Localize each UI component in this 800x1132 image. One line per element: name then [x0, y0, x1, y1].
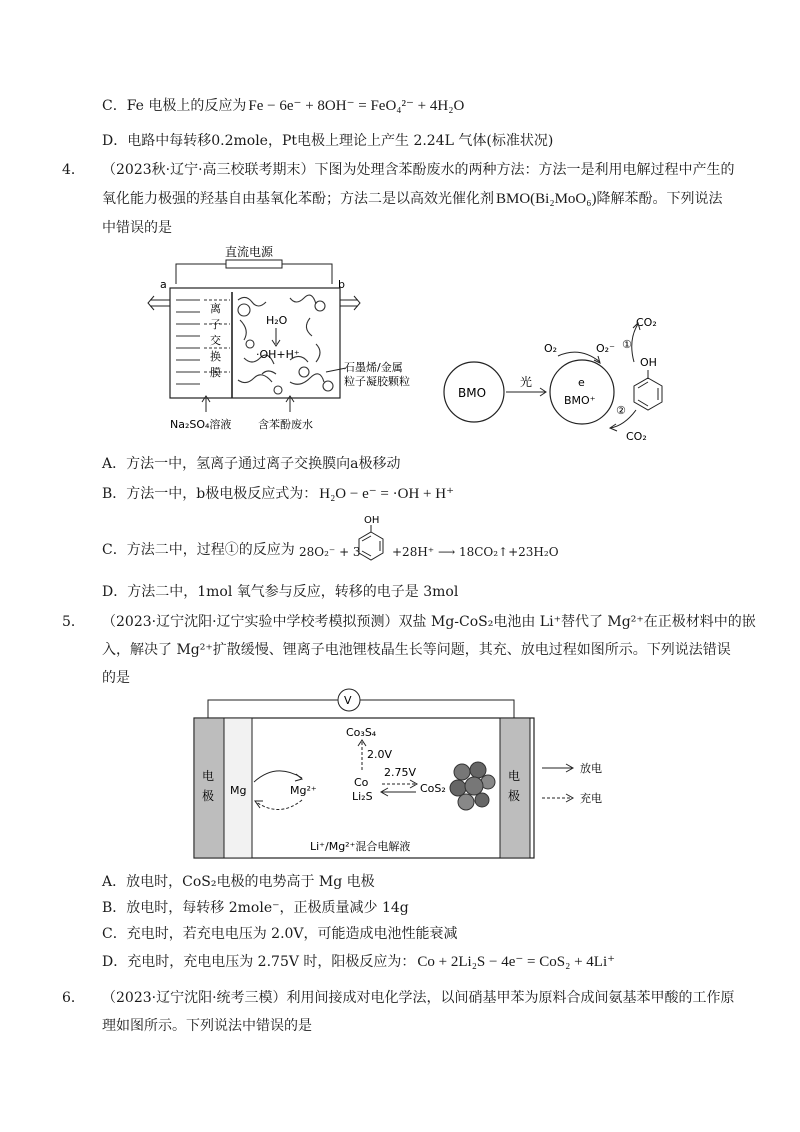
- co-label: Co: [354, 776, 369, 789]
- q4-option-d: D．方法二中，1mol 氧气参与反应，转移的电子是 3mol: [102, 584, 459, 600]
- q5-stem-line2: 入，解决了 Mg²⁺扩散缓慢、锂离子电池锂枝晶生长等问题，其充、放电过程如图所示。下列说法错误: [102, 642, 731, 658]
- wire-left: [176, 264, 226, 284]
- electron-label: e: [578, 376, 585, 389]
- wire-right: [282, 264, 332, 284]
- wire-left: [208, 700, 338, 718]
- membrane-char-2: 子: [210, 318, 221, 331]
- q4-number: 4．: [62, 162, 85, 178]
- wire-right: [360, 700, 514, 718]
- right-electrode: [500, 718, 530, 858]
- phenol-ring-double-bonds: [638, 382, 658, 406]
- bmo-plus-label: BMO⁺: [564, 394, 596, 407]
- q4-stem-line1: （2023秋·辽宁·高三校联考期末）下图为处理含苯酚废水的两种方法：方法一是利用电解过程中产生的: [102, 162, 735, 178]
- h2o-label: H₂O: [266, 314, 288, 327]
- co2-top-label: CO₂: [636, 316, 657, 329]
- left-electrode-plates: [176, 300, 200, 384]
- na2so4-label: Na₂SO₄溶液: [170, 418, 232, 431]
- outlet-left-arrow: [148, 296, 154, 310]
- light-label: 光: [520, 375, 533, 389]
- electrode-a-label: a: [160, 278, 167, 291]
- q6-number: 6．: [62, 990, 85, 1006]
- co3s4-label: Co₃S₄: [346, 726, 377, 739]
- option-c-ring-double-bonds: [362, 536, 380, 556]
- q3-option-d: D．电路中每转移0.2mole，Pt电极上理论上产生 2.24L 气体(标准状况): [102, 133, 554, 149]
- q3-option-c: C．Fe 电极上的反应为 Fe − 6e⁻ + 8OH⁻ = FeO₄²⁻ + 4H₂O: [102, 98, 465, 114]
- step1-arrow: [632, 324, 638, 362]
- right-electrode-char-1: 电: [508, 769, 521, 783]
- charge-arc-head: [255, 801, 263, 808]
- q4-option-c: C．方法二中，过程①的反应为: [102, 542, 295, 558]
- co2-bottom-label: CO₂: [626, 430, 647, 443]
- o2-minus-label: O₂⁻: [596, 342, 615, 355]
- bmo-label: BMO: [458, 386, 487, 400]
- q4-stem-line2: 氧化能力极强的羟基自由基氧化苯酚；方法二是以高效光催化剂 BMO(Bi₂MoO₆)降解苯酚。下列说法: [102, 191, 723, 207]
- q4-photocatalysis-figure: [440, 306, 700, 448]
- left-electrode-char-2: 极: [202, 789, 215, 803]
- q5-stem-line1: （2023·辽宁沈阳·辽宁实验中学校考模拟预测）双盐 Mg-CoS₂电池由 Li⁺替代了 Mg²⁺在正极材料中的嵌: [102, 614, 756, 630]
- q5-option-d-formula: Co + 2Li₂S − 4e⁻ = CoS₂ + 4Li⁺: [417, 954, 616, 970]
- membrane-char-4: 换: [210, 350, 221, 363]
- outlet-right-arrow: [354, 296, 360, 310]
- q4-catalyst-formula: BMO(Bi₂MoO₆): [496, 191, 597, 207]
- electrolyte-label: Li⁺/Mg²⁺混合电解液: [310, 840, 411, 853]
- li2s-label: Li₂S: [352, 790, 373, 803]
- oh-radical-label: ·OH+H⁺: [256, 348, 300, 361]
- legend-charge-label: 充电: [580, 792, 602, 805]
- q6-stem-line2: 理如图所示。下列说法中错误的是: [102, 1018, 312, 1034]
- option-c-oh-label: OH: [364, 515, 380, 526]
- q4-option-c-phenol: [354, 512, 388, 562]
- power-supply-label: 直流电源: [225, 245, 274, 259]
- v20-label: 2.0V: [367, 748, 393, 761]
- gel-label-leader: [326, 368, 346, 372]
- q5-option-d: D．充电时，充电电压为 2.75V 时，阳极反应为： Co + 2Li₂S − 4e⁻ = CoS₂ + 4Li⁺: [102, 954, 616, 970]
- power-supply-box: [226, 260, 282, 268]
- o2-label: O₂: [544, 342, 558, 355]
- q5-option-a: A．放电时，CoS₂电极的电势高于 Mg 电极: [102, 874, 375, 890]
- legend-discharge-label: 放电: [580, 762, 602, 775]
- right-electrode-char-2: 极: [508, 789, 521, 803]
- electrode-b-label: b: [338, 278, 345, 291]
- step1-label: ①: [622, 338, 632, 351]
- voltmeter-label: V: [344, 694, 352, 707]
- q5-stem-line3: 的是: [102, 670, 130, 686]
- mg2-label: Mg²⁺: [290, 784, 317, 797]
- phenol-waste-label: 含苯酚废水: [258, 418, 313, 431]
- q6-stem-line1: （2023·辽宁沈阳·统考三模）利用间接成对电化学法，以间硝基甲苯为原料合成间氨基苯甲酸的工作原: [102, 990, 735, 1006]
- q3-option-c-formula: Fe − 6e⁻ + 8OH⁻ = FeO₄²⁻ + 4H₂O: [248, 98, 465, 114]
- membrane-char-1: 离: [210, 302, 221, 315]
- q4-option-c-eq-right: +28H⁺ ⟶ 18CO₂↑+23H₂O: [392, 545, 559, 559]
- left-electrode: [194, 718, 224, 858]
- gel-label-line2: 粒子凝胶颗粒: [344, 375, 410, 388]
- membrane-char-3: 交: [210, 334, 221, 347]
- mg-label: Mg: [230, 784, 247, 797]
- q5-battery-figure: [190, 688, 630, 866]
- step2-label: ②: [616, 404, 626, 417]
- left-electrode-char-1: 电: [202, 769, 215, 783]
- q5-number: 5．: [62, 614, 85, 630]
- q4-option-b-formula: H₂O − e⁻ = ·OH + H⁺: [319, 486, 455, 502]
- q5-option-b: B．放电时，每转移 2mole⁻，正极质量减少 14g: [102, 900, 409, 916]
- q4-option-a: A．方法一中，氢离子通过离子交换膜向a极移动: [102, 456, 401, 472]
- gel-label-line1: 石墨烯/金属: [344, 361, 403, 374]
- q4-electrolysis-figure: [140, 240, 410, 435]
- cos2-particle-cluster: [450, 762, 495, 810]
- q4-stem-line3: 中错误的是: [102, 220, 172, 236]
- v275-label: 2.75V: [384, 766, 417, 779]
- membrane-char-5: 膜: [210, 366, 221, 379]
- bmo-excited-circle: [550, 360, 614, 424]
- discharge-arc-mg: [254, 771, 302, 782]
- q4-option-c-eq-left: 28O₂⁻ + 3: [299, 545, 361, 559]
- q5-option-c: C．充电时，若充电电压为 2.0V，可能造成电池性能衰减: [102, 926, 458, 942]
- gel-particles: [238, 295, 333, 394]
- cos2-label: CoS₂: [420, 782, 446, 795]
- q4-option-b: B．方法一中，b极电极反应式为： H₂O − e⁻ = ·OH + H⁺: [102, 486, 455, 502]
- phenol-oh-label: OH: [640, 356, 657, 369]
